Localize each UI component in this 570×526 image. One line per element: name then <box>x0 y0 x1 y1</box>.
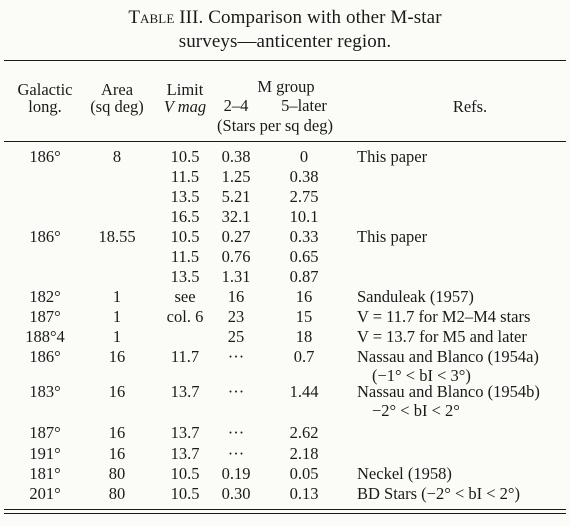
galactic-long-cell: 186° <box>29 147 61 166</box>
m24-cell: 23 <box>227 307 245 326</box>
m24-cell: ··· <box>227 347 245 366</box>
limit-cell: 11.5 <box>170 167 200 186</box>
limit-cell: 11.7 <box>170 347 200 366</box>
m5-cell: 2.75 <box>289 187 319 206</box>
area-cell: 1 <box>112 287 122 306</box>
m5-cell: 0.65 <box>289 247 319 266</box>
reference-cell: Nassau and Blanco (1954a) <box>357 347 539 366</box>
m24-cell: 25 <box>227 327 245 346</box>
m24-cell: 5.21 <box>221 187 251 206</box>
m24-cell: 0.38 <box>221 147 251 166</box>
galactic-long-cell: 181° <box>29 464 61 483</box>
header-area-unit: (sq deg) <box>90 97 144 116</box>
bottom-rule-2 <box>4 513 566 514</box>
area-cell: 16 <box>108 382 126 401</box>
header-vmag: V mag <box>163 97 207 116</box>
limit-cell: 10.5 <box>170 464 200 483</box>
limit-cell: 10.5 <box>170 227 200 246</box>
reference-cell: BD Stars (−2° < bI < 2°) <box>357 484 521 503</box>
galactic-long-cell: 187° <box>29 307 61 326</box>
area-cell: 8 <box>112 147 122 166</box>
m5-cell: 18 <box>295 327 313 346</box>
m5-cell: 0 <box>299 147 309 166</box>
limit-cell: 13.7 <box>170 423 200 442</box>
reference-cell: This paper <box>357 147 428 166</box>
m5-cell: 0.33 <box>289 227 319 246</box>
limit-cell: 11.5 <box>170 247 200 266</box>
m24-cell: 32.1 <box>221 207 251 226</box>
header-area: Area <box>100 80 134 99</box>
m5-cell: 0.7 <box>293 347 315 366</box>
m24-cell: 1.31 <box>221 267 251 286</box>
table-caption-line2: surveys—anticenter region. <box>178 31 392 52</box>
m24-cell: ··· <box>227 382 245 401</box>
galactic-long-cell: 182° <box>29 287 61 306</box>
m5-cell: 16 <box>295 287 313 306</box>
header-long: long. <box>28 97 62 116</box>
galactic-long-cell: 188°4 <box>25 327 65 346</box>
m5-cell: 2.62 <box>289 423 319 442</box>
table-caption-text: Comparison with other M-star <box>208 7 442 28</box>
limit-cell: 13.7 <box>170 382 200 401</box>
galactic-long-cell: 183° <box>29 382 61 401</box>
header-m24: 2–4 <box>223 96 249 115</box>
m24-cell: 0.19 <box>221 464 251 483</box>
area-cell: 16 <box>108 444 126 463</box>
m5-cell: 1.44 <box>289 382 319 401</box>
bottom-rule <box>4 509 566 510</box>
m5-cell: 10.1 <box>289 207 319 226</box>
m24-cell: 0.27 <box>221 227 251 246</box>
m5-cell: 0.38 <box>289 167 319 186</box>
m24-cell: 16 <box>227 287 245 306</box>
area-cell: 1 <box>112 327 122 346</box>
top-rule <box>4 60 566 61</box>
header-m5: 5–later <box>281 96 327 115</box>
m5-cell: 0.13 <box>289 484 319 503</box>
header-refs: Refs. <box>452 97 488 116</box>
m5-cell: 15 <box>295 307 313 326</box>
reference-note: (−1° < bI < 3°) <box>372 366 471 385</box>
galactic-long-cell: 187° <box>29 423 61 442</box>
galactic-long-cell: 186° <box>29 347 61 366</box>
area-cell: 80 <box>108 484 126 503</box>
header-limit: Limit <box>166 80 204 99</box>
limit-cell: 13.5 <box>170 187 200 206</box>
limit-cell: 16.5 <box>170 207 200 226</box>
m24-cell: 0.30 <box>221 484 251 503</box>
limit-cell: 13.5 <box>170 267 200 286</box>
reference-note: −2° < bI < 2° <box>372 401 460 420</box>
area-cell: 80 <box>108 464 126 483</box>
area-cell: 16 <box>108 347 126 366</box>
reference-cell: V = 13.7 for M5 and later <box>357 327 527 346</box>
limit-cell: col. 6 <box>166 307 204 326</box>
m24-cell: 0.76 <box>221 247 251 266</box>
area-cell: 16 <box>108 423 126 442</box>
m5-cell: 0.05 <box>289 464 319 483</box>
limit-cell: 10.5 <box>170 147 200 166</box>
m5-cell: 0.87 <box>289 267 319 286</box>
reference-cell: V = 11.7 for M2–M4 stars <box>357 307 531 326</box>
header-rule <box>4 141 566 142</box>
limit-cell: see <box>174 287 196 306</box>
reference-cell: Sanduleak (1957) <box>357 287 474 306</box>
m24-cell: ··· <box>227 444 245 463</box>
reference-cell: Nassau and Blanco (1954b) <box>357 382 540 401</box>
area-cell: 1 <box>112 307 122 326</box>
limit-cell: 13.7 <box>170 444 200 463</box>
table-label: Table III. <box>128 7 204 28</box>
reference-cell: This paper <box>357 227 428 246</box>
header-galactic: Galactic <box>17 80 73 99</box>
galactic-long-cell: 191° <box>29 444 61 463</box>
limit-cell: 10.5 <box>170 484 200 503</box>
m24-cell: ··· <box>227 423 245 442</box>
m24-cell: 1.25 <box>221 167 251 186</box>
header-mgroup: M group <box>257 77 315 96</box>
galactic-long-cell: 201° <box>29 484 61 503</box>
m5-cell: 2.18 <box>289 444 319 463</box>
reference-cell: Neckel (1958) <box>357 464 452 483</box>
table-caption-line1 <box>0 6 570 30</box>
galactic-long-cell: 186° <box>29 227 61 246</box>
area-cell: 18.55 <box>98 227 136 246</box>
header-units: (Stars per sq deg) <box>217 116 333 135</box>
